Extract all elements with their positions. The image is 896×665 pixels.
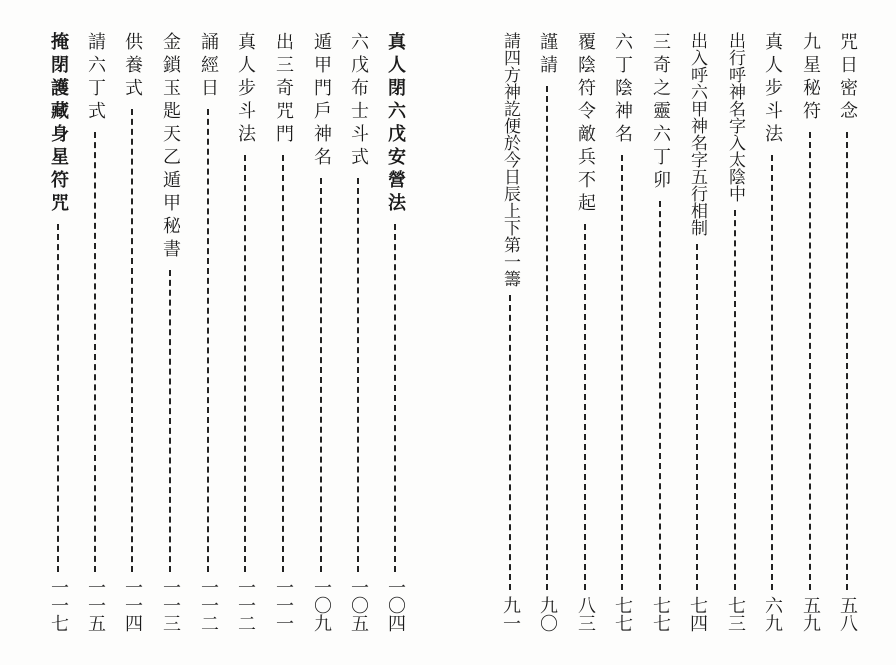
toc-entry-page: 七七 xyxy=(650,596,671,632)
toc-entry xyxy=(797,32,823,632)
toc-entry-page: 七三 xyxy=(725,596,746,632)
toc-entry-title: 真人閉六戊安營法 xyxy=(385,32,406,216)
toc-entry xyxy=(609,32,635,632)
toc-entry-page: 八三 xyxy=(575,596,596,632)
toc-entry-page: 一一五 xyxy=(85,578,106,632)
toc-entry xyxy=(534,32,560,632)
toc-entry xyxy=(722,32,748,632)
dotted-leader xyxy=(320,178,322,572)
dotted-leader xyxy=(509,295,511,590)
toc-entry-title: 請六丁式 xyxy=(85,32,106,124)
toc-entry-page: 一〇四 xyxy=(385,578,406,632)
toc-entry-title: 金鎖玉匙天乙遁甲秘書 xyxy=(160,32,181,262)
dotted-leader xyxy=(357,178,359,572)
dotted-leader xyxy=(169,270,171,572)
toc-entry-page: 五九 xyxy=(800,596,821,632)
toc-entry xyxy=(345,32,371,632)
toc-entry-title: 三奇之靈六丁卯 xyxy=(650,32,671,193)
toc-entry-title: 六丁陰神名 xyxy=(612,32,633,147)
toc-entry-title: 九星秘符 xyxy=(800,32,821,124)
toc-entry-title: 真人步斗法 xyxy=(762,32,783,147)
toc-entry-title: 覆陰符令敵兵不起 xyxy=(575,32,596,216)
toc-entry-title: 出三奇咒門 xyxy=(273,32,294,147)
toc-entry xyxy=(119,32,145,632)
dotted-leader xyxy=(394,224,396,572)
dotted-leader xyxy=(696,244,698,590)
dotted-leader xyxy=(734,210,736,590)
toc-entry xyxy=(82,32,108,632)
toc-entry-page: 一一七 xyxy=(48,578,69,632)
toc-entry xyxy=(647,32,673,632)
dotted-leader xyxy=(809,132,811,590)
toc-entry-title: 謹請 xyxy=(537,32,558,78)
toc-entry xyxy=(195,32,221,632)
toc-entry xyxy=(308,32,334,632)
dotted-leader xyxy=(659,201,661,590)
toc-entry xyxy=(270,32,296,632)
dotted-leader xyxy=(94,132,96,572)
dotted-leader xyxy=(207,109,209,572)
toc-entry-title: 出入呼六甲神名字五行相制 xyxy=(687,32,707,236)
toc-entry-page: 一一一 xyxy=(273,578,294,632)
toc-entry xyxy=(382,32,408,632)
toc-entry xyxy=(45,32,71,632)
toc-entry-title: 供養式 xyxy=(122,32,143,101)
toc-entry-page: 一一二 xyxy=(235,578,256,632)
toc-entry-page: 九〇 xyxy=(537,596,558,632)
dotted-leader xyxy=(131,109,133,572)
toc-entry xyxy=(684,32,710,632)
toc-entry-title: 出行呼神名字入太陰中 xyxy=(725,32,745,202)
toc-entry-page: 九一 xyxy=(500,596,521,632)
toc-entry-page: 一一二 xyxy=(198,578,219,632)
toc-entry xyxy=(497,32,523,632)
toc-entry-page: 五八 xyxy=(837,596,858,632)
toc-entry-page: 一一四 xyxy=(122,578,143,632)
dotted-leader xyxy=(282,155,284,572)
dotted-leader xyxy=(846,132,848,590)
toc-entry xyxy=(759,32,785,632)
toc-entry-title: 六戊布士斗式 xyxy=(348,32,369,170)
toc-entry-title: 誦經日 xyxy=(198,32,219,101)
toc-entry-title: 遁甲門戶神名 xyxy=(311,32,332,170)
toc-entry-page: 一〇五 xyxy=(348,578,369,632)
dotted-leader xyxy=(57,224,59,572)
toc-entry-title: 咒日密念 xyxy=(837,32,858,124)
toc-entry-title: 掩閉護藏身星符咒 xyxy=(48,32,69,216)
toc-entry xyxy=(572,32,598,632)
toc-entry-page: 七七 xyxy=(612,596,633,632)
toc-entry-page: 一一三 xyxy=(160,578,181,632)
toc-entry-page: 六九 xyxy=(762,596,783,632)
toc-entry-page: 一〇九 xyxy=(311,578,332,632)
dotted-leader xyxy=(244,155,246,572)
toc-entry-page: 七四 xyxy=(687,596,708,632)
dotted-leader xyxy=(584,224,586,590)
toc-entry-title: 真人步斗法 xyxy=(235,32,256,147)
toc-entry xyxy=(157,32,183,632)
toc-entry xyxy=(834,32,860,632)
dotted-leader xyxy=(546,86,548,590)
dotted-leader xyxy=(621,155,623,590)
toc-entry-title: 請四方神訖便於今日辰上下第一籌 xyxy=(500,32,520,287)
dotted-leader xyxy=(771,155,773,590)
toc-entry xyxy=(232,32,258,632)
